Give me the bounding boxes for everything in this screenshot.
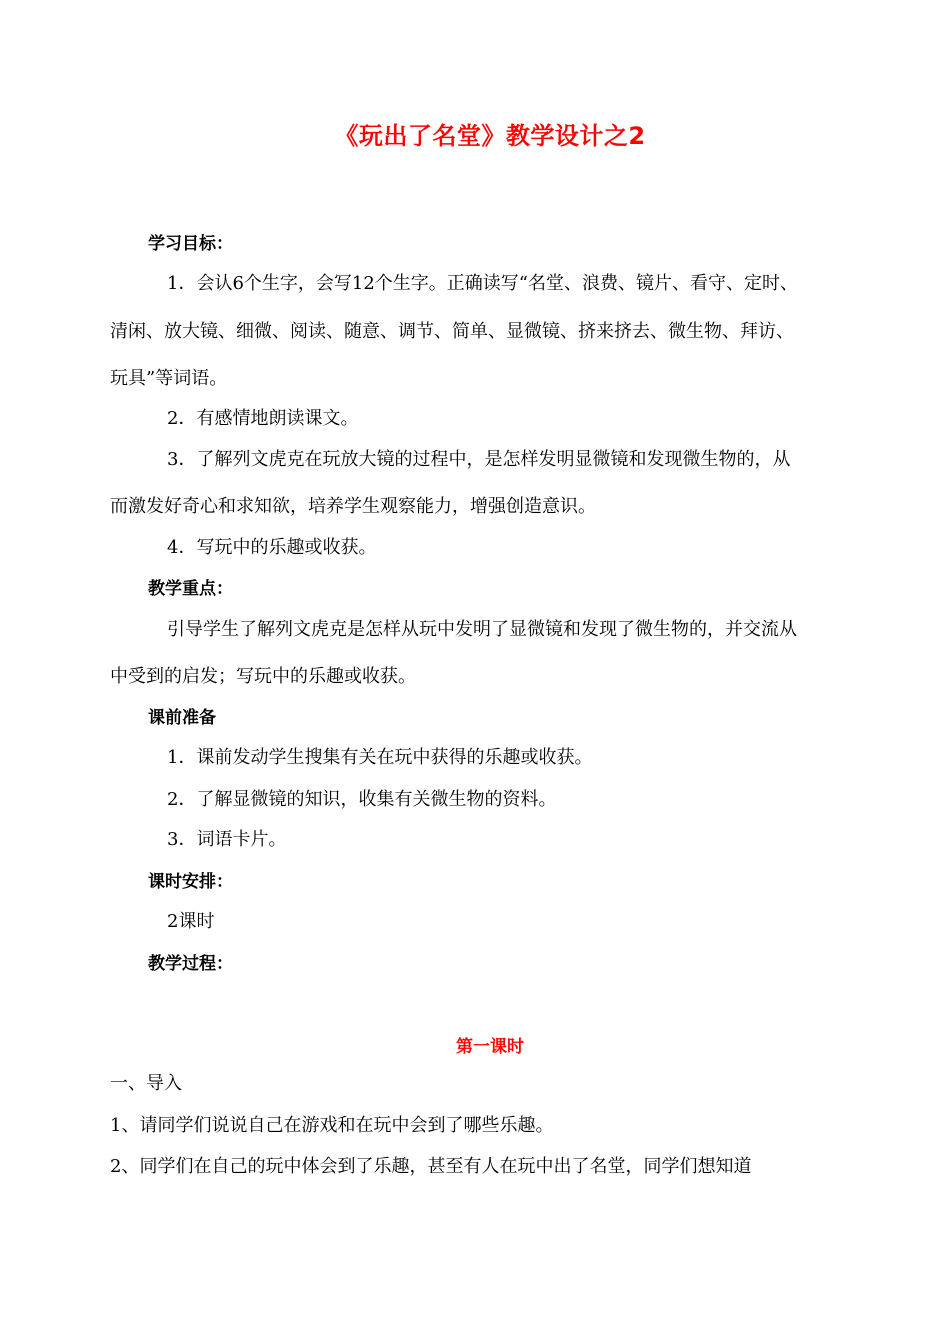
prep-item-3: 3．词语卡片。	[167, 829, 287, 850]
document-title: 《玩出了名堂》教学设计之2	[334, 122, 646, 150]
prep-heading: 课前准备	[148, 708, 216, 728]
schedule-heading: 课时安排：	[148, 872, 233, 892]
schedule-value: 2课时	[167, 911, 215, 932]
goal-item-1-line-2: 清闲、放大镜、细微、阅读、随意、调节、简单、显微镜、挤来挤去、微生物、拜访、	[110, 321, 794, 342]
prep-item-1: 1．课前发动学生搜集有关在玩中获得的乐趣或收获。	[167, 747, 593, 768]
lesson-1-item-1: 1、请同学们说说自己在游戏和在玩中会到了哪些乐趣。	[110, 1115, 554, 1136]
prep-item-2: 2．了解显微镜的知识，收集有关微生物的资料。	[167, 789, 557, 810]
process-heading: 教学过程：	[148, 954, 233, 974]
focus-line-2: 中受到的启发；写玩中的乐趣或收获。	[110, 666, 416, 687]
goal-item-3-line-2: 而激发好奇心和求知欲，培养学生观察能力，增强创造意识。	[110, 496, 596, 517]
goal-item-4: 4．写玩中的乐趣或收获。	[167, 537, 377, 558]
goal-item-3-line-1: 3．了解列文虎克在玩放大镜的过程中，是怎样发明显微镜和发现微生物的，从	[167, 449, 791, 470]
goals-heading: 学习目标：	[148, 234, 233, 254]
focus-heading: 教学重点：	[148, 579, 233, 599]
lesson-1-item-2: 2、同学们在自己的玩中体会到了乐趣，甚至有人在玩中出了名堂，同学们想知道	[110, 1156, 752, 1177]
lesson-1-heading: 第一课时	[456, 1037, 524, 1057]
lesson-1-section-1: 一、导入	[110, 1073, 182, 1094]
goal-item-1-line-1: 1．会认6个生字，会写12个生字。正确读写“名堂、浪费、镜片、看守、定时、	[167, 273, 799, 294]
goal-item-2: 2．有感情地朗读课文。	[167, 408, 359, 429]
goal-item-1-line-3: 玩具”等词语。	[110, 368, 228, 389]
focus-line-1: 引导学生了解列文虎克是怎样从玩中发明了显微镜和发现了微生物的，并交流从	[167, 619, 797, 640]
